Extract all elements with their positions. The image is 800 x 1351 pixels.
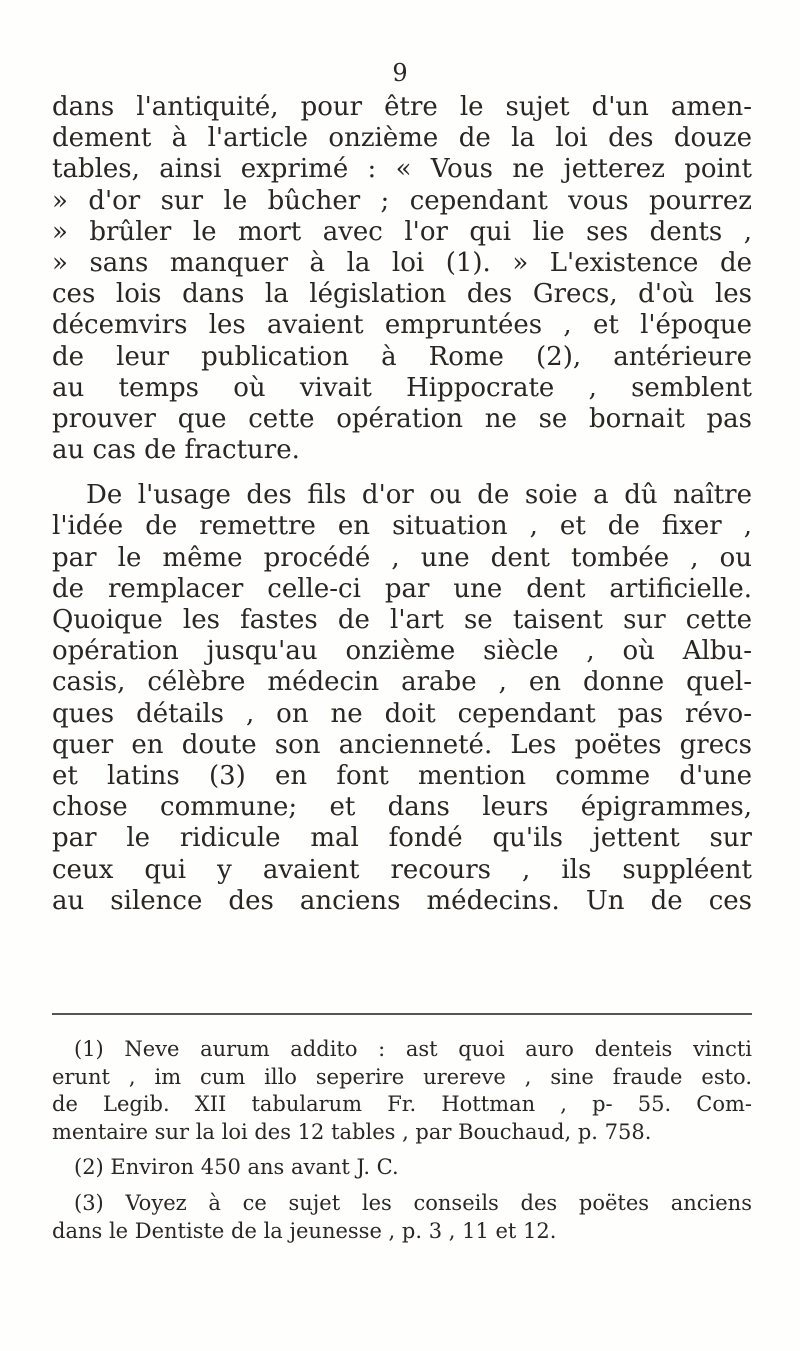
- footnote-divider: [52, 1013, 752, 1015]
- footnote-line: (2) Environ 450 ans avant J. C.: [74, 1155, 399, 1180]
- text-line: dement à l'article onzième de la loi des douze: [52, 123, 752, 154]
- text-line: l'idée de remettre en situation , et de fixer ,: [52, 511, 752, 542]
- text-line: ces lois dans la législation des Grecs, d'où les: [52, 279, 752, 310]
- text-line: » sans manquer à la loi (1). » L'existence de: [52, 247, 752, 278]
- footnote-line: dans le Dentiste de la jeunesse , p. 3 , 11 et 12.: [52, 1218, 557, 1243]
- footnote-line: mentaire sur la loi des 12 tables , par Bouchaud, p. 758.: [52, 1119, 652, 1144]
- text-line: au temps où vivait Hippocrate , semblent: [52, 372, 752, 403]
- text-line: au silence des anciens médecins. Un de ces: [52, 885, 752, 916]
- text-line: et latins (3) en font mention comme d'une: [52, 760, 752, 791]
- text-line: par le même procédé , une dent tombée , ou: [52, 542, 752, 573]
- text-line: opération jusqu'au onzième siècle , où Albu-: [52, 636, 752, 667]
- paragraph-1: [52, 92, 752, 466]
- footnote-line: de Legib. XII tabularum Fr. Hottman , p- 55. Com-: [52, 1092, 752, 1117]
- footnote-line: (1) Neve aurum addito : ast quoi auro denteis vincti: [74, 1037, 752, 1061]
- text-line: ques détails , on ne doit cependant pas révo-: [52, 698, 752, 729]
- footnote-line: (3) Voyez à ce sujet les conseils des poëtes anciens: [74, 1190, 752, 1215]
- footnote-1: [52, 1036, 752, 1146]
- text-line: tables, ainsi exprimé : « Vous ne jetterez point: [52, 154, 752, 185]
- text-line: de remplacer celle-ci par une dent artificielle.: [52, 573, 752, 604]
- text-line: ceux qui y avaient recours , ils suppléent: [52, 854, 752, 885]
- text-line: » brûler le mort avec l'or qui lie ses dents ,: [52, 216, 752, 247]
- main-text: [52, 92, 752, 917]
- text-line: dans l'antiquité, pour être le sujet d'un amen-: [52, 92, 752, 122]
- footnote-line: erunt , im cum illo seperire urereve , sine fraude esto.: [52, 1064, 752, 1089]
- text-line: décemvirs les avaient empruntées , et l'époque: [52, 310, 752, 341]
- text-line: De l'usage des fils d'or ou de soie a dû naître: [86, 480, 752, 511]
- text-line: par le ridicule mal fondé qu'ils jettent sur: [52, 823, 752, 854]
- footnote-2: [52, 1154, 752, 1182]
- paragraph-2: [52, 480, 752, 917]
- text-line: prouver que cette opération ne se bornait pas: [52, 403, 752, 434]
- text-line: au cas de fracture.: [52, 435, 300, 466]
- footnote-3: [52, 1190, 752, 1245]
- text-line: Quoique les fastes de l'art se taisent sur cette: [52, 605, 752, 635]
- footnotes: [52, 1036, 752, 1245]
- text-line: chose commune; et dans leurs épigrammes,: [52, 792, 752, 823]
- text-line: » d'or sur le bûcher ; cependant vous pourrez: [52, 185, 752, 216]
- text-line: quer en doute son ancienneté. Les poëtes grecs: [52, 729, 752, 760]
- text-line: de leur publication à Rome (2), antérieure: [52, 341, 752, 372]
- page-number: 9: [392, 59, 408, 87]
- text-line: casis, célèbre médecin arabe , en donne quel-: [52, 667, 752, 698]
